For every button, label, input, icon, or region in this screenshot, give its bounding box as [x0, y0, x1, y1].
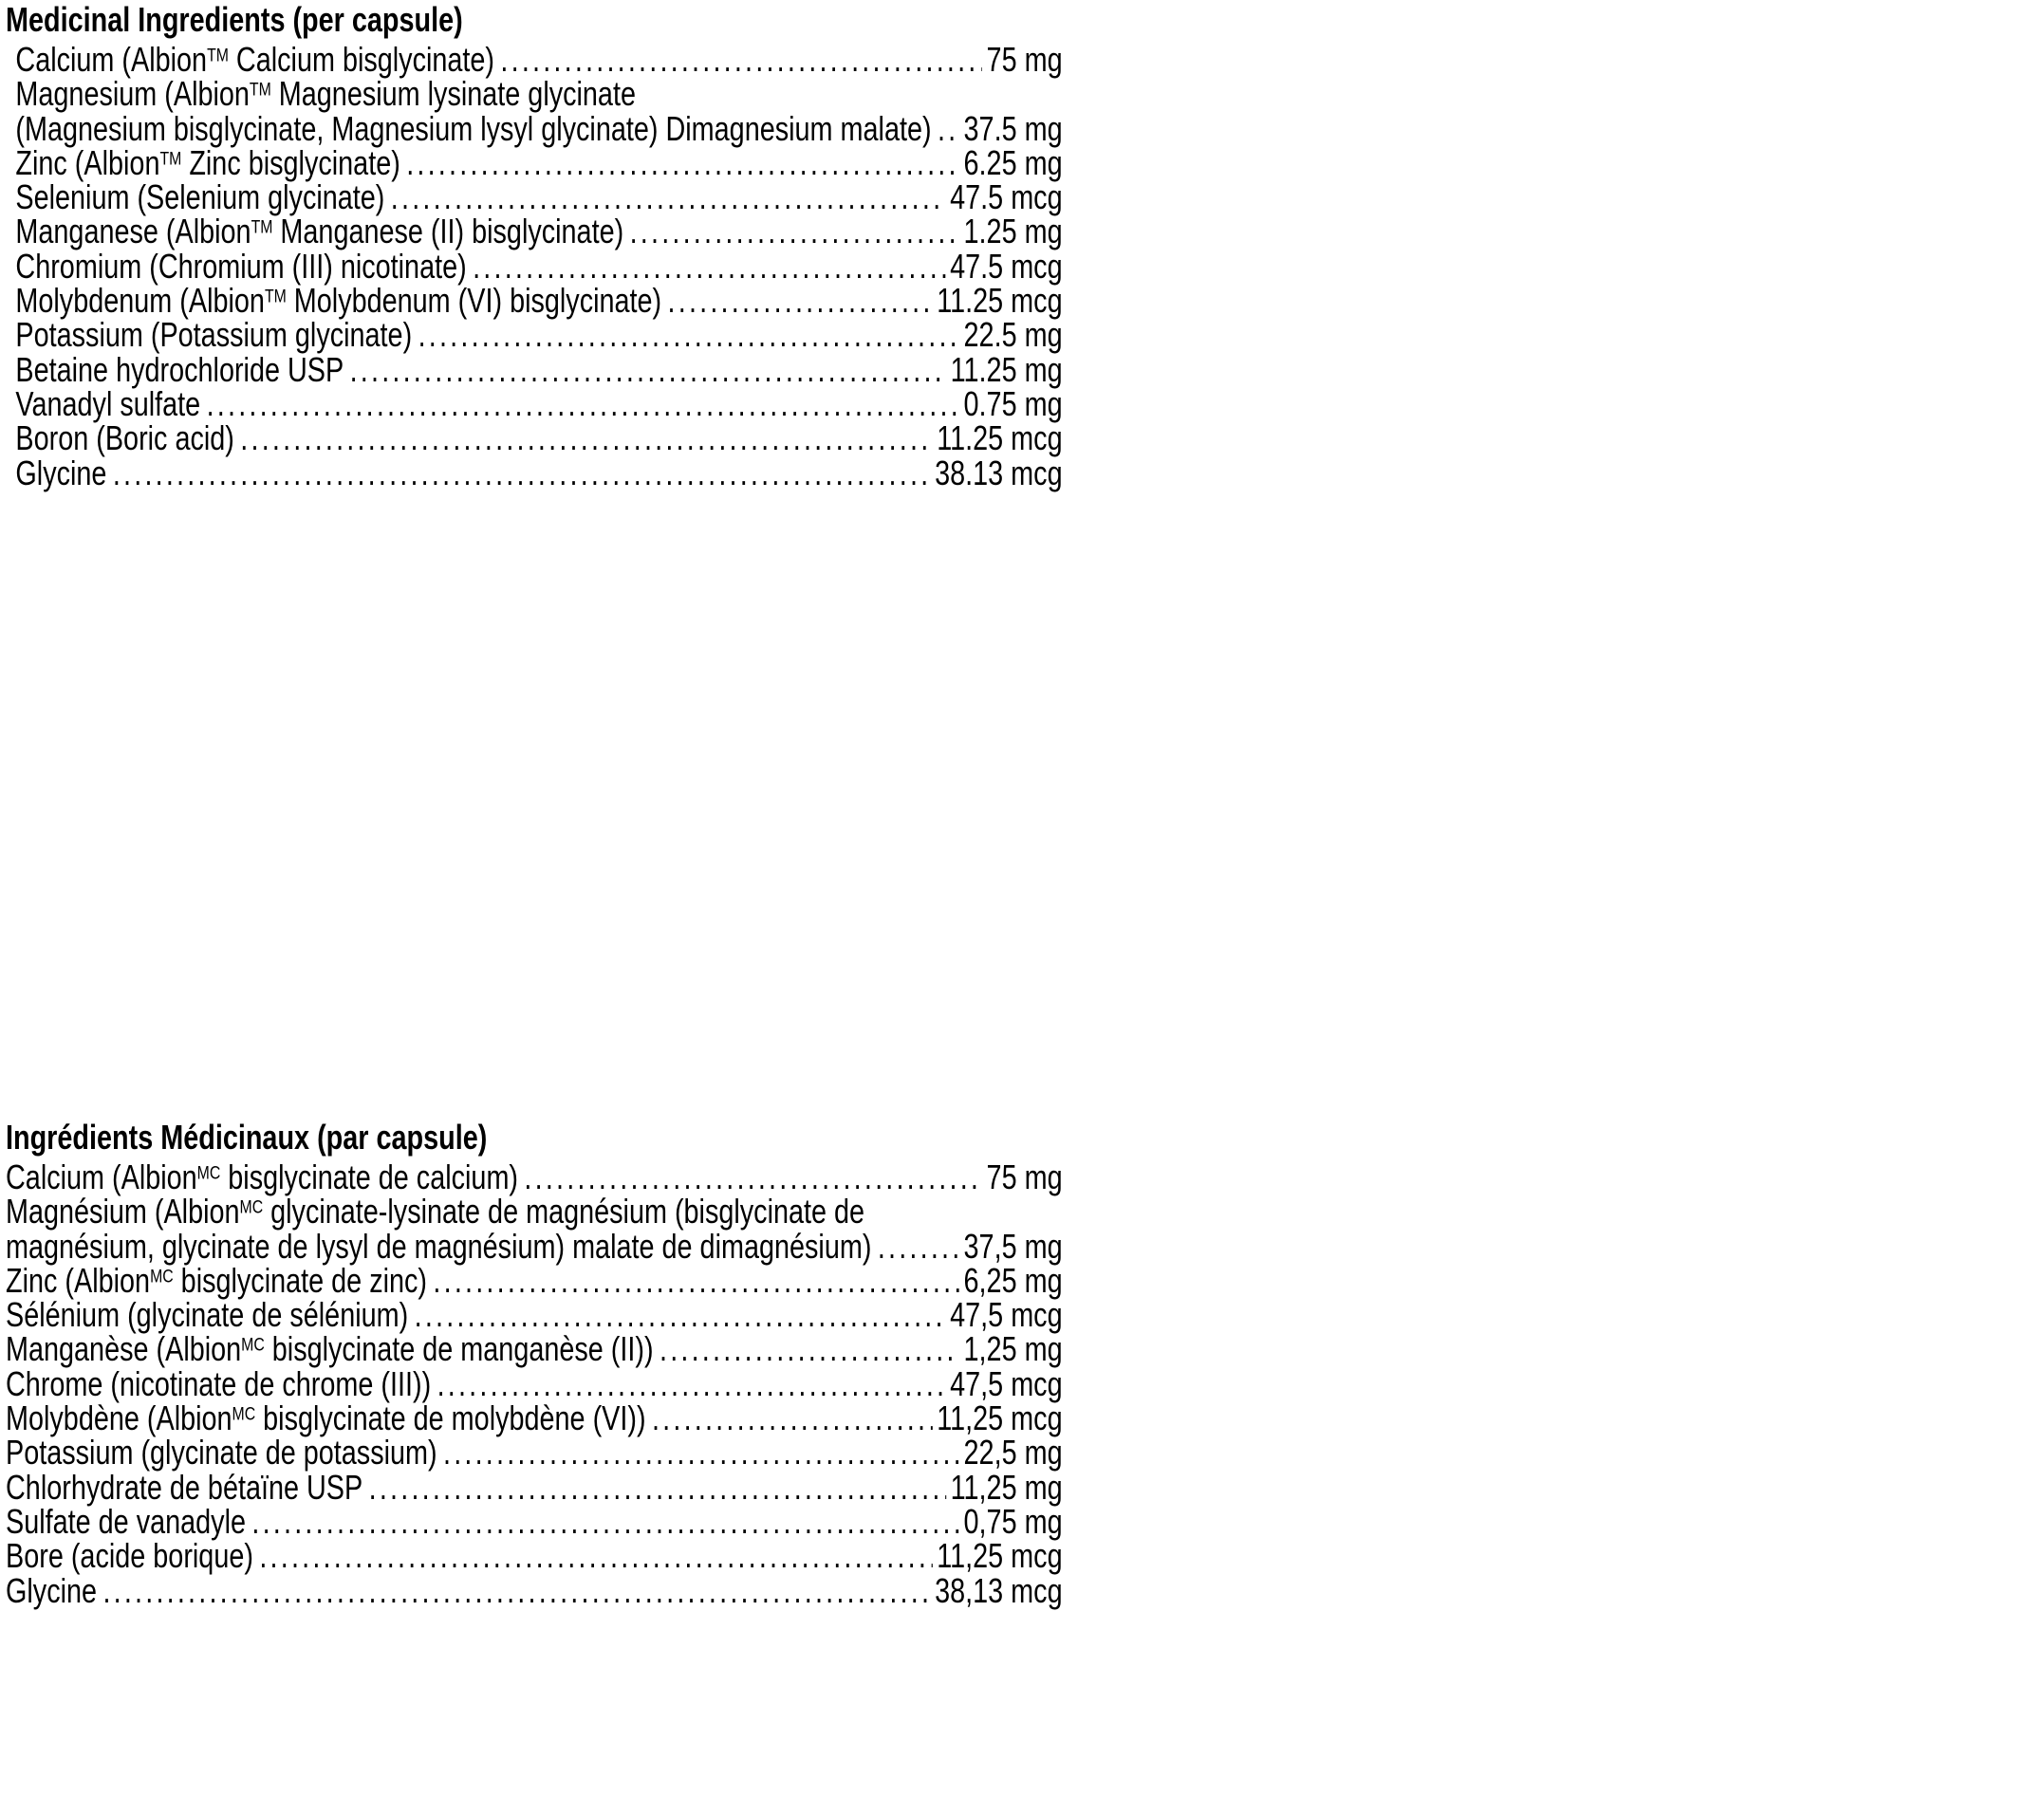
- ingredient-row: [6, 1570, 1063, 1610]
- ingredient-name: Selenium (Selenium glycinate): [15, 177, 385, 217]
- dot-leader: [102, 1574, 930, 1608]
- ingredient-row: [6, 1295, 1063, 1335]
- ingredient-row: [6, 40, 1063, 79]
- dot-leader: [630, 214, 959, 249]
- ingredient-row: [6, 1398, 1063, 1438]
- ingredient-name: Zinc (Albion™ Zinc bisglycinate): [15, 142, 400, 182]
- dot-leader: [878, 1230, 959, 1264]
- ingredient-name: Boron (Boric acid): [15, 418, 234, 458]
- dot-leader: [473, 250, 945, 284]
- ingredient-name: Sélénium (glycinate de sélénium): [6, 1295, 409, 1335]
- dot-leader: [524, 1160, 981, 1195]
- ingredient-amount: 0,75 mg: [963, 1501, 1063, 1541]
- medicinal-ingredients-section-en: [6, 2, 1063, 491]
- dot-leader: [652, 1401, 932, 1435]
- dot-leader: [938, 112, 959, 146]
- ingredient-row: [6, 177, 1063, 217]
- ingredient-row: [6, 349, 1063, 389]
- dot-leader: [391, 180, 946, 214]
- ingredient-name: Potassium (Potassium glycinate): [15, 315, 413, 355]
- ingredient-amount: 1,25 mg: [963, 1329, 1063, 1369]
- ingredient-name: Glycine: [15, 453, 107, 492]
- ingredient-row: [6, 1329, 1063, 1369]
- ingredient-amount: 6.25 mg: [963, 142, 1063, 182]
- dot-leader: [415, 1298, 946, 1332]
- dot-leader: [113, 456, 930, 491]
- ingredient-row: [6, 1536, 1063, 1576]
- ingredient-name: Betaine hydrochloride USP: [15, 349, 344, 389]
- ingredient-name: Chrome (nicotinate de chrome (III)): [6, 1363, 432, 1403]
- ingredient-name: Manganèse (Albion$^{MC}$ bisglycinate de manganèse (II)): [6, 1329, 654, 1369]
- dot-leader: [406, 146, 959, 180]
- ingredient-name: Calcium (Albion$^{MC}$ bisglycinate de calcium): [6, 1158, 519, 1196]
- ingredient-row: [6, 418, 1063, 458]
- ingredient-amount: 22,5 mg: [963, 1433, 1063, 1472]
- ingredient-amount: 1.25 mg: [963, 212, 1063, 251]
- trademark-superscript: TM: [251, 217, 273, 239]
- ingredient-amount: 37.5 mg: [963, 108, 1063, 148]
- dot-leader: [660, 1332, 959, 1366]
- ingredient-row: [6, 1226, 1063, 1266]
- ingredient-row: [6, 1435, 1063, 1470]
- medicinal-ingredients-section-fr: [6, 1120, 1063, 1608]
- trademark-superscript: MC: [241, 1335, 265, 1357]
- trademark-superscript: MC: [196, 1162, 221, 1184]
- dot-leader: [259, 1539, 932, 1573]
- dot-leader: [437, 1367, 946, 1401]
- ingredient-row: [6, 1192, 1063, 1232]
- ingredient-name: (Magnesium bisglycinate, Magnesium lysyl glycinate) Dimagnesium malate): [15, 108, 932, 148]
- trademark-superscript: MC: [239, 1197, 264, 1219]
- ingredient-list-en: [6, 40, 1063, 492]
- trademark-superscript: MC: [150, 1266, 174, 1287]
- ingredient-amount: 11,25 mg: [950, 1467, 1063, 1507]
- ingredient-row: [6, 246, 1063, 286]
- ingredient-name: Vanadyl sulfate: [15, 383, 201, 423]
- ingredient-row: [6, 1501, 1063, 1541]
- ingredient-amount: 75 mg: [986, 1158, 1063, 1196]
- dot-leader: [668, 284, 933, 318]
- ingredient-name: Glycine: [6, 1570, 98, 1610]
- ingredient-row: [6, 108, 1063, 148]
- ingredient-row: [6, 74, 1063, 114]
- ingredient-name: Chlorhydrate de bétaïne USP: [6, 1467, 363, 1507]
- ingredient-amount: 11.25 mg: [950, 349, 1063, 389]
- ingredient-name: magnésium, glycinate de lysyl de magnésium) malate de dimagnésium): [6, 1226, 872, 1266]
- ingredient-row: [6, 315, 1063, 355]
- section-heading-fr: Ingrédients Médicinaux (par capsule): [6, 1118, 488, 1157]
- dot-leader: [418, 318, 959, 352]
- section-heading-en: Medicinal Ingredients (per capsule): [6, 0, 463, 39]
- ingredient-amount: 75 mg: [986, 40, 1063, 79]
- ingredient-name: Zinc (Albion$^{MC}$ bisglycinate de zinc): [6, 1260, 428, 1300]
- ingredient-amount: 11.25 mcg: [937, 418, 1063, 458]
- ingredient-amount: 47.5 mcg: [950, 177, 1063, 217]
- ingredient-name: Magnésium (Albion$^{MC}$ glycinate-lysinate de magnésium (bisglycinate de: [6, 1192, 865, 1232]
- trademark-superscript: TM: [249, 80, 271, 102]
- ingredient-row: [6, 1160, 1063, 1195]
- dot-leader: [251, 1505, 958, 1539]
- ingredient-row: [6, 1260, 1063, 1300]
- ingredient-name: Manganese (Albion™ Manganese (II) bisglycinate): [15, 212, 624, 251]
- ingredient-row: [6, 142, 1063, 182]
- ingredient-amount: 38.13 mcg: [935, 453, 1063, 492]
- ingredient-row: [6, 1363, 1063, 1403]
- ingredient-amount: 11,25 mcg: [937, 1398, 1063, 1438]
- ingredient-row: [6, 383, 1063, 423]
- ingredient-name: Magnesium (Albion™ Magnesium lysinate glycinate: [15, 74, 636, 114]
- ingredient-name: Bore (acide borique): [6, 1536, 253, 1576]
- ingredient-amount: 37,5 mg: [963, 1226, 1063, 1266]
- ingredient-row: [6, 281, 1063, 321]
- dot-leader: [240, 421, 932, 455]
- dot-leader: [369, 1471, 946, 1505]
- ingredient-name: Molybdène (Albion$^{MC}$ bisglycinate de molybdène (VI)): [6, 1398, 646, 1438]
- ingredient-amount: 0.75 mg: [963, 383, 1063, 423]
- dot-leader: [207, 387, 959, 421]
- dot-leader: [500, 43, 981, 77]
- ingredient-amount: 47,5 mcg: [950, 1295, 1063, 1335]
- ingredient-amount: 6,25 mg: [963, 1260, 1063, 1300]
- ingredient-amount: 11.25 mcg: [937, 281, 1063, 321]
- ingredient-name: Calcium (Albion™ Calcium bisglycinate): [15, 40, 495, 79]
- ingredient-amount: 38,13 mcg: [935, 1570, 1063, 1610]
- dot-leader: [443, 1435, 959, 1470]
- trademark-superscript: TM: [264, 286, 287, 307]
- ingredient-amount: 11,25 mcg: [937, 1536, 1063, 1576]
- trademark-superscript: TM: [159, 148, 182, 170]
- ingredient-name: Chromium (Chromium (III) nicotinate): [15, 246, 467, 286]
- ingredient-name: Sulfate de vanadyle: [6, 1501, 246, 1541]
- ingredient-row: [6, 214, 1063, 249]
- ingredient-row: [6, 453, 1063, 492]
- trademark-superscript: MC: [232, 1403, 256, 1425]
- ingredient-name: Molybdenum (Albion™ Molybdenum (VI) bisglycinate): [15, 281, 662, 321]
- ingredient-amount: 47.5 mcg: [950, 246, 1063, 286]
- ingredient-name: Potassium (glycinate de potassium): [6, 1433, 437, 1472]
- dot-leader: [433, 1264, 958, 1298]
- ingredient-amount: 47,5 mcg: [950, 1363, 1063, 1403]
- dot-leader: [350, 353, 946, 387]
- ingredient-amount: 22.5 mg: [963, 315, 1063, 355]
- ingredient-row: [6, 1467, 1063, 1507]
- ingredient-list-fr: [6, 1160, 1063, 1608]
- trademark-superscript: TM: [207, 45, 229, 66]
